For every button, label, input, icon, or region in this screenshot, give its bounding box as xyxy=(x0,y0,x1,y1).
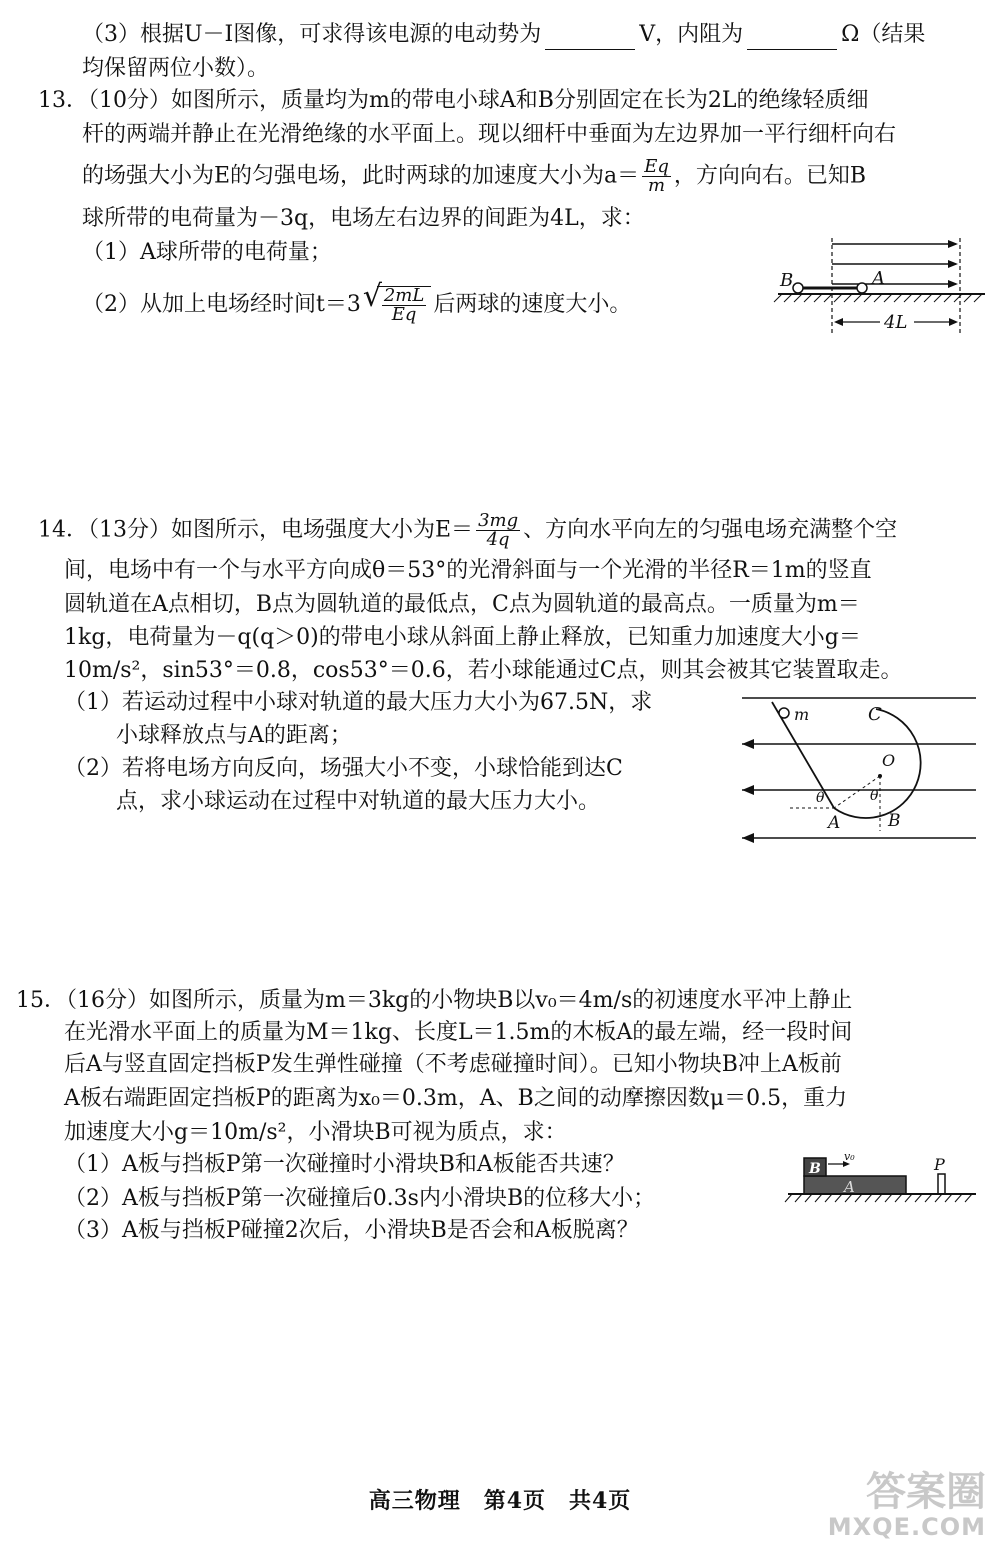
q13-line3 xyxy=(82,158,866,195)
q14-sub1-line2: 小球释放点与A的距离； xyxy=(116,723,352,748)
label-a: A xyxy=(844,1178,855,1196)
q14-line4: 1kg，电荷量为－q(q＞0)的带电小球从斜面上静止释放，已知重力加速度大小g＝ xyxy=(64,625,861,650)
q15-sub3: （3）A板与挡板P碰撞2次后，小滑块B是否会和A板脱离？ xyxy=(64,1218,639,1243)
q12-part3-line1 xyxy=(82,20,925,50)
ground-hatching xyxy=(785,1194,972,1202)
label-a: A xyxy=(872,268,885,289)
q12-part3-suffix: Ω（结果 xyxy=(841,22,926,47)
q13-line3-prefix: 的场强大小为E的匀强电场，此时两球的加速度大小为a＝ xyxy=(82,163,640,189)
fraction-denominator: m xyxy=(647,175,666,196)
arrow-icon xyxy=(948,260,958,268)
q15-figure xyxy=(782,1150,982,1212)
fraction-denominator: 4q xyxy=(486,529,510,550)
fraction-numerator: Eq xyxy=(644,156,669,177)
label-b: B xyxy=(888,811,901,831)
resistance-answer-blank[interactable] xyxy=(747,27,837,50)
sqrt-expression: √ $\frac{2mL}{Eq}$ xyxy=(363,286,431,324)
board-a xyxy=(804,1176,906,1194)
arrow-icon xyxy=(742,739,754,749)
q13-line1: 13．（10分）如图所示，质量均为m的带电小球A和B分别固定在长为2L的绝缘轻质细 xyxy=(38,88,869,113)
q13-figure xyxy=(770,230,990,340)
q13-sub2-suffix: 后两球的速度大小。 xyxy=(433,292,632,317)
q14-sub2-line1: （2）若将电场方向反向，场强大小不变，小球恰能到达C xyxy=(64,756,623,781)
arrow-icon xyxy=(742,833,754,843)
fraction-numerator: 3mg xyxy=(478,510,519,531)
acceleration-fraction xyxy=(642,158,671,195)
field-strength-fraction xyxy=(476,512,520,549)
fraction-denominator: Eq xyxy=(391,304,417,325)
arrow-icon xyxy=(834,318,843,326)
q15-sub1: （1）A板与挡板P第一次碰撞时小滑块B和A板能否共速？ xyxy=(64,1152,625,1177)
baffle-p xyxy=(938,1174,945,1194)
label-a: A xyxy=(828,813,841,833)
label-p: P xyxy=(934,1155,945,1174)
label-m: m xyxy=(794,705,810,724)
emf-answer-blank[interactable] xyxy=(545,27,635,50)
q14-line5: 10m/s²，sin53°＝0.8，cos53°＝0.6，若小球能通过C点，则其会被其它装置取走。 xyxy=(64,658,903,683)
ball-b xyxy=(793,283,803,293)
arrow-icon xyxy=(742,785,754,795)
label-4l: 4L xyxy=(884,312,908,333)
label-theta-right: θ xyxy=(870,788,879,804)
q14-line2: 间，电场中有一个与水平方向成θ＝53°的光滑斜面与一个光滑的半径R＝1m的竖直 xyxy=(64,558,872,583)
small-ball xyxy=(779,708,789,718)
q14-sub2-line2: 点，求小球运动在过程中对轨道的最大压力大小。 xyxy=(116,789,601,814)
q15-line5: 加速度大小g＝10m/s²，小滑块B可视为质点，求： xyxy=(64,1120,567,1145)
q13-line4: 球所带的电荷量为－3q，电场左右边界的间距为4L，求： xyxy=(82,206,645,231)
q13-sub2-prefix: （2）从加上电场经时间t＝3 xyxy=(82,292,361,317)
q14-line1 xyxy=(38,512,897,549)
label-v0: v₀ xyxy=(844,1150,855,1163)
q15-line3: 后A与竖直固定挡板P发生弹性碰撞（不考虑碰撞时间）。已知小物块B冲上A板前 xyxy=(64,1052,842,1077)
watermark-cn: 答案圈 xyxy=(866,1469,986,1515)
q14-line1-suffix: 、方向水平向左的匀强电场充满整个空 xyxy=(523,517,898,543)
ground-hatching xyxy=(774,294,982,302)
arrow-icon xyxy=(948,280,958,288)
q13-line3-suffix: ，方向向右。已知B xyxy=(673,163,867,189)
label-b: B xyxy=(809,1161,821,1177)
watermark-logo xyxy=(828,1470,986,1540)
q15-sub2: （2）A板与挡板P第一次碰撞后0.3s内小滑块B的位移大小； xyxy=(64,1186,656,1211)
q14-figure xyxy=(738,690,978,846)
q12-part3-mid: V，内阻为 xyxy=(639,22,744,47)
q15-line4: A板右端距固定挡板P的距离为x₀＝0.3m，A、B之间的动摩擦因数μ＝0.5，重力 xyxy=(64,1086,848,1111)
q13-sub2 xyxy=(82,279,632,325)
q15-line2: 在光滑水平面上的质量为M＝1kg、长度L＝1.5m的木板A的最左端，经一段时间 xyxy=(64,1020,853,1045)
q15-line1: 15．（16分）如图所示，质量为m＝3kg的小物块B以v₀＝4m/s的初速度水平冲上静止 xyxy=(16,988,853,1013)
q12-part3-line2: 均保留两位小数）。 xyxy=(82,56,270,81)
q13-sub1: （1）A球所带的电荷量； xyxy=(82,240,332,265)
page-footer: 高三物理 第4页 共4页 xyxy=(368,1488,632,1514)
q14-line3: 圆轨道在A点相切，B点为圆轨道的最低点，C点为圆轨道的最高点。一质量为m＝ xyxy=(64,592,860,617)
label-c: C xyxy=(868,704,882,725)
label-o: O xyxy=(882,751,896,770)
q12-part3-prefix: （3）根据U－I图像，可求得该电源的电动势为 xyxy=(82,22,542,47)
q14-line1-prefix: 14．（13分）如图所示，电场强度大小为E＝ xyxy=(38,517,474,543)
time-fraction xyxy=(382,287,426,324)
arrow-icon xyxy=(949,318,958,326)
label-b: B xyxy=(780,270,794,291)
label-theta-left: θ xyxy=(816,790,825,806)
ball-a xyxy=(857,283,867,293)
q14-sub1-line1: （1）若运动过程中小球对轨道的最大压力大小为67.5N，求 xyxy=(64,690,653,715)
watermark-en: MXQE.COM xyxy=(827,1513,986,1541)
arrow-icon xyxy=(948,240,958,248)
fraction-numerator: 2mL xyxy=(383,285,425,306)
q13-line2: 杆的两端并静止在光滑绝缘的水平面上。现以细杆中垂面为左边界加一平行细杆向右 xyxy=(82,122,897,147)
